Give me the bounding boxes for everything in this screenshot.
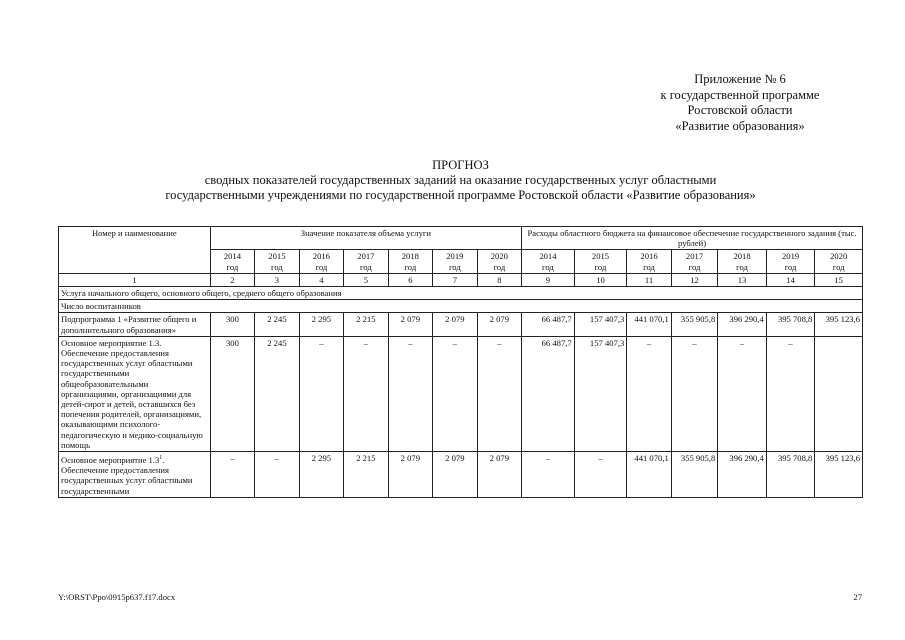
year-header-cell [388,250,432,273]
footer-file-path: Y:\ORST\Ppo\0915p637.f17.docx [58,592,176,602]
year-word: год [360,261,372,272]
value-cell: 2 215 [344,313,388,336]
expense-cell: 395 708,8 [766,452,815,498]
appendix-block [590,72,890,134]
value-cell: 2 079 [433,452,477,498]
year-word: год [832,261,845,272]
column-number-cell: 5 [344,273,388,286]
header-expense-group: Расходы областного бюджета на финансовое обеспечение государственного задания (тыс. рублей) [522,227,863,250]
appendix-line: Приложение № 6 [694,72,786,86]
year-value: 2014 [223,251,241,262]
table-row [59,336,863,451]
expense-cell: – [522,452,575,498]
column-number-cell: 10 [574,273,627,286]
service-row [59,287,863,300]
footer-page-number: 27 [853,592,862,602]
expense-cell: 157 407,3 [574,313,627,336]
value-cell: – [388,336,432,451]
year-word: год [226,261,239,272]
year-header-cell [522,250,575,273]
year-word: год [271,261,283,272]
column-number-cell: 1 [59,273,211,286]
forecast-table [58,226,863,498]
column-number-cell: 13 [718,273,767,286]
year-value: 2017 [685,251,704,262]
year-header-cell [299,250,343,273]
year-word: год [542,261,554,272]
expense-cell: 66 487,7 [522,313,575,336]
expense-cell: – [627,336,671,451]
expense-cell: – [671,336,718,451]
year-value: 2019 [781,251,800,262]
count-label: Число воспитанников [59,300,863,313]
column-number-cell: 12 [671,273,718,286]
year-header-cell [477,250,522,273]
year-word: год [688,261,701,272]
value-cell: 300 [210,336,254,451]
value-cell: – [255,452,299,498]
expense-cell: 355 905,8 [671,452,718,498]
row-name [59,452,211,498]
year-header-cell [574,250,627,273]
year-word: год [594,261,607,272]
header-row [59,227,863,250]
year-value: 2018 [733,251,751,262]
year-word: год [643,261,655,272]
value-cell: 2 245 [255,336,299,451]
row-name: Подпрограмма 1 «Развитие общего и дополнительного образования» [59,313,211,336]
value-cell: 2 079 [388,452,432,498]
column-number-cell: 8 [477,273,522,286]
document-subtitle: государственными учреждениями по государственной программе Ростовской области «Развитие образования» [165,188,756,202]
row-name: Основное мероприятие 1.3. Обеспечение предоставления государственных услуг областными государственными общеобразовательными организациями, организациями для детей-сирот и детей, оставшихся без попечения родителей, организациями, оказывающими психолого-педагогическую и медико-социальную помощь [59,336,211,451]
value-cell: 2 079 [433,313,477,336]
year-header-cell [210,250,254,273]
column-number-cell: 11 [627,273,671,286]
table-row [59,452,863,498]
value-cell: – [433,336,477,451]
value-cell: 2 245 [255,313,299,336]
value-cell: 2 215 [344,452,388,498]
column-number-cell: 7 [433,273,477,286]
document-subtitle: сводных показателей государственных заданий на оказание государственных услуг областными [204,173,717,187]
year-word: год [736,261,748,272]
column-number-cell: 9 [522,273,575,286]
column-number-row [59,273,863,286]
expense-cell: 395 123,6 [815,313,863,336]
appendix-line: «Развитие образования» [675,118,805,133]
row-name-suffix: . Обеспечение предоставления государственных услуг областными государственными [61,454,193,496]
expense-cell: – [718,336,767,451]
year-word: год [315,261,328,272]
column-number-cell: 6 [388,273,432,286]
column-number-cell: 15 [815,273,863,286]
value-cell: 2 079 [388,313,432,336]
year-header-cell [766,250,815,273]
document-heading [58,158,863,203]
year-word: год [493,261,506,272]
expense-cell: 441 070,1 [627,313,671,336]
header-value-group: Значение показателя объема услуги [210,227,521,250]
year-value: 2020 [830,251,848,262]
column-number-cell: 3 [255,273,299,286]
year-value: 2015 [268,251,286,262]
row-name-prefix: Основное мероприятие 1.3 [61,454,160,465]
column-number-cell: 4 [299,273,343,286]
value-cell: – [344,336,388,451]
value-cell: 2 079 [477,452,522,498]
expense-cell: – [574,452,627,498]
expense-cell: – [766,336,815,451]
year-header-cell [255,250,299,273]
year-value: 2019 [446,251,464,262]
header-name-cell: Номер и наименование [59,227,211,274]
value-cell: 2 295 [299,313,343,336]
value-cell: 300 [210,313,254,336]
column-number-cell: 14 [766,273,815,286]
year-header-cell [433,250,477,273]
year-header-cell [671,250,718,273]
expense-cell [815,336,863,451]
expense-cell: 441 070,1 [627,452,671,498]
year-word: год [448,261,461,272]
year-word: год [784,261,797,272]
column-number-cell: 2 [210,273,254,286]
year-value: 2017 [357,251,375,262]
value-cell: – [299,336,343,451]
appendix-line: Ростовской области [687,103,793,117]
year-value: 2016 [640,251,658,262]
expense-cell: 396 290,4 [718,313,767,336]
year-header-cell [815,250,863,273]
year-word: год [404,261,417,272]
year-value: 2014 [539,251,557,262]
row-name-sup: 1 [159,455,163,462]
expense-cell: 157 407,3 [574,336,627,451]
service-label: Услуга начального общего, основного общего, среднего общего образования [59,287,863,300]
expense-cell: 395 708,8 [766,313,815,336]
table-row [59,313,863,336]
value-cell: 2 079 [477,313,522,336]
value-cell: – [477,336,522,451]
year-header-cell [627,250,671,273]
year-value: 2016 [312,251,330,262]
year-value: 2015 [591,251,610,262]
document-title: ПРОГНОЗ [432,158,489,172]
year-value: 2018 [401,251,419,262]
expense-cell: 396 290,4 [718,452,767,498]
expense-cell: 355 905,8 [671,313,718,336]
year-header-cell [344,250,388,273]
expense-cell: 395 123,6 [815,452,863,498]
count-row [59,300,863,313]
year-header-cell [718,250,767,273]
value-cell: 2 295 [299,452,343,498]
year-value: 2020 [490,251,508,262]
table-viewport [0,226,905,578]
expense-cell: 66 487,7 [522,336,575,451]
appendix-line: к государственной программе [660,87,820,102]
value-cell: – [210,452,254,498]
